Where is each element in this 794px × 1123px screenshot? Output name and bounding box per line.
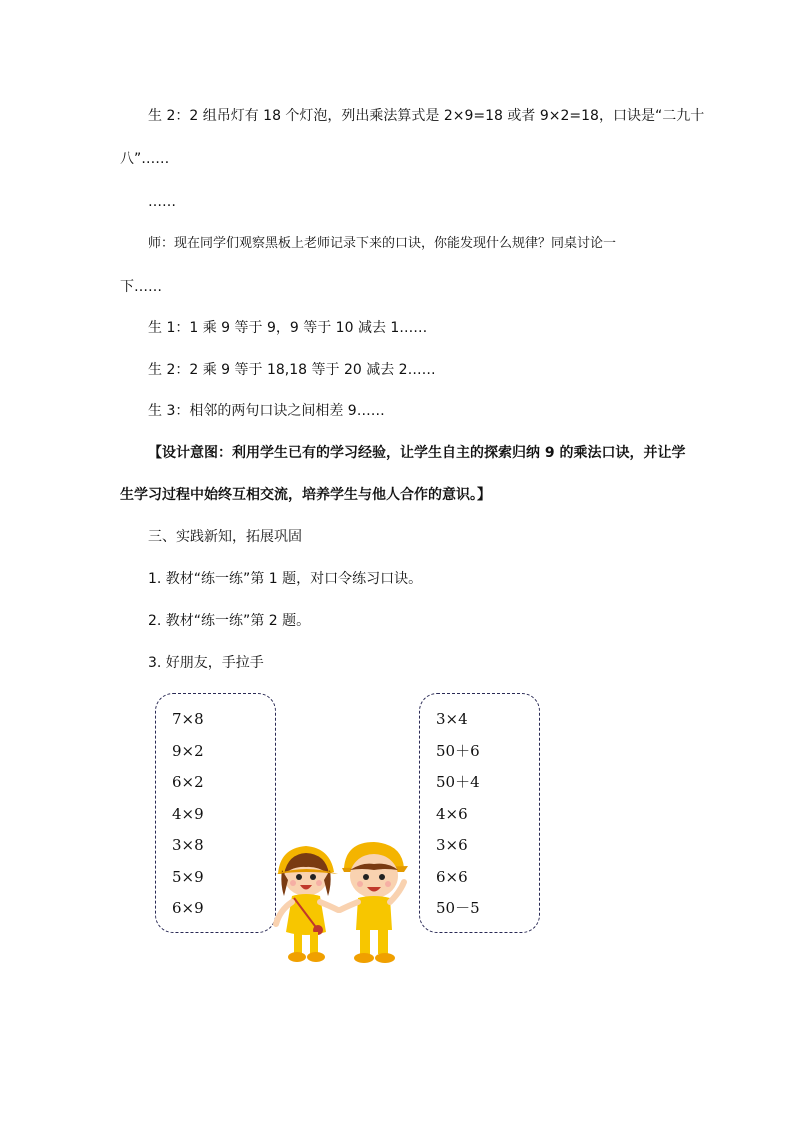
exercise-2: 2. 教材“练一练”第 2 题。 [148, 613, 311, 629]
right-expression-5: 3×6 [436, 836, 468, 854]
right-expression-6: 6×6 [436, 868, 468, 886]
student-2-line: 生 2：2 乘 9 等于 18,18 等于 20 减去 2…… [148, 362, 436, 378]
design-intent-line-2: 生学习过程中始终互相交流，培养学生与他人合作的意识。】 [120, 487, 491, 503]
paragraph-line-2: 八”…… [120, 151, 170, 167]
left-expression-7: 6×9 [172, 899, 204, 917]
student-3-line: 生 3：相邻的两句口诀之间相差 9…… [148, 403, 385, 419]
left-expression-6: 5×9 [172, 868, 204, 886]
right-expression-2: 50＋6 [436, 742, 480, 760]
exercise-1: 1. 教材“练一练”第 1 题，对口令练习口诀。 [148, 571, 423, 587]
left-expression-5: 3×8 [172, 836, 204, 854]
right-expression-3: 50＋4 [436, 773, 480, 791]
right-expression-7: 50－5 [436, 899, 480, 917]
ellipsis-line: …… [148, 194, 176, 210]
left-expression-box [155, 693, 276, 933]
exercise-3: 3. 好朋友，手拉手 [148, 655, 264, 671]
left-expression-3: 6×2 [172, 773, 204, 791]
section-heading: 三、实践新知，拓展巩固 [148, 529, 302, 545]
children-illustration-icon [272, 840, 414, 968]
teacher-line-1: 师：现在同学们观察黑板上老师记录下来的口诀，你能发现什么规律？同桌讨论一 [148, 236, 617, 251]
right-expression-box [419, 693, 540, 933]
girl-figure-icon [276, 846, 338, 962]
student-1-line: 生 1：1 乘 9 等于 9，9 等于 10 减去 1…… [148, 320, 428, 336]
paragraph-line-1: 生 2：2 组吊灯有 18 个灯泡，列出乘法算式是 2×9=18 或者 9×2=18，口诀是“二九十 [148, 108, 705, 124]
left-expression-1: 7×8 [172, 710, 204, 728]
right-expression-4: 4×6 [436, 805, 468, 823]
right-expression-1: 3×4 [436, 710, 468, 728]
teacher-line-2: 下…… [120, 279, 162, 295]
design-intent-line-1: 【设计意图：利用学生已有的学习经验，让学生自主的探索归纳 9 的乘法口诀，并让学 [148, 445, 686, 461]
left-expression-2: 9×2 [172, 742, 204, 760]
left-expression-4: 4×9 [172, 805, 204, 823]
boy-figure-icon [340, 842, 408, 963]
